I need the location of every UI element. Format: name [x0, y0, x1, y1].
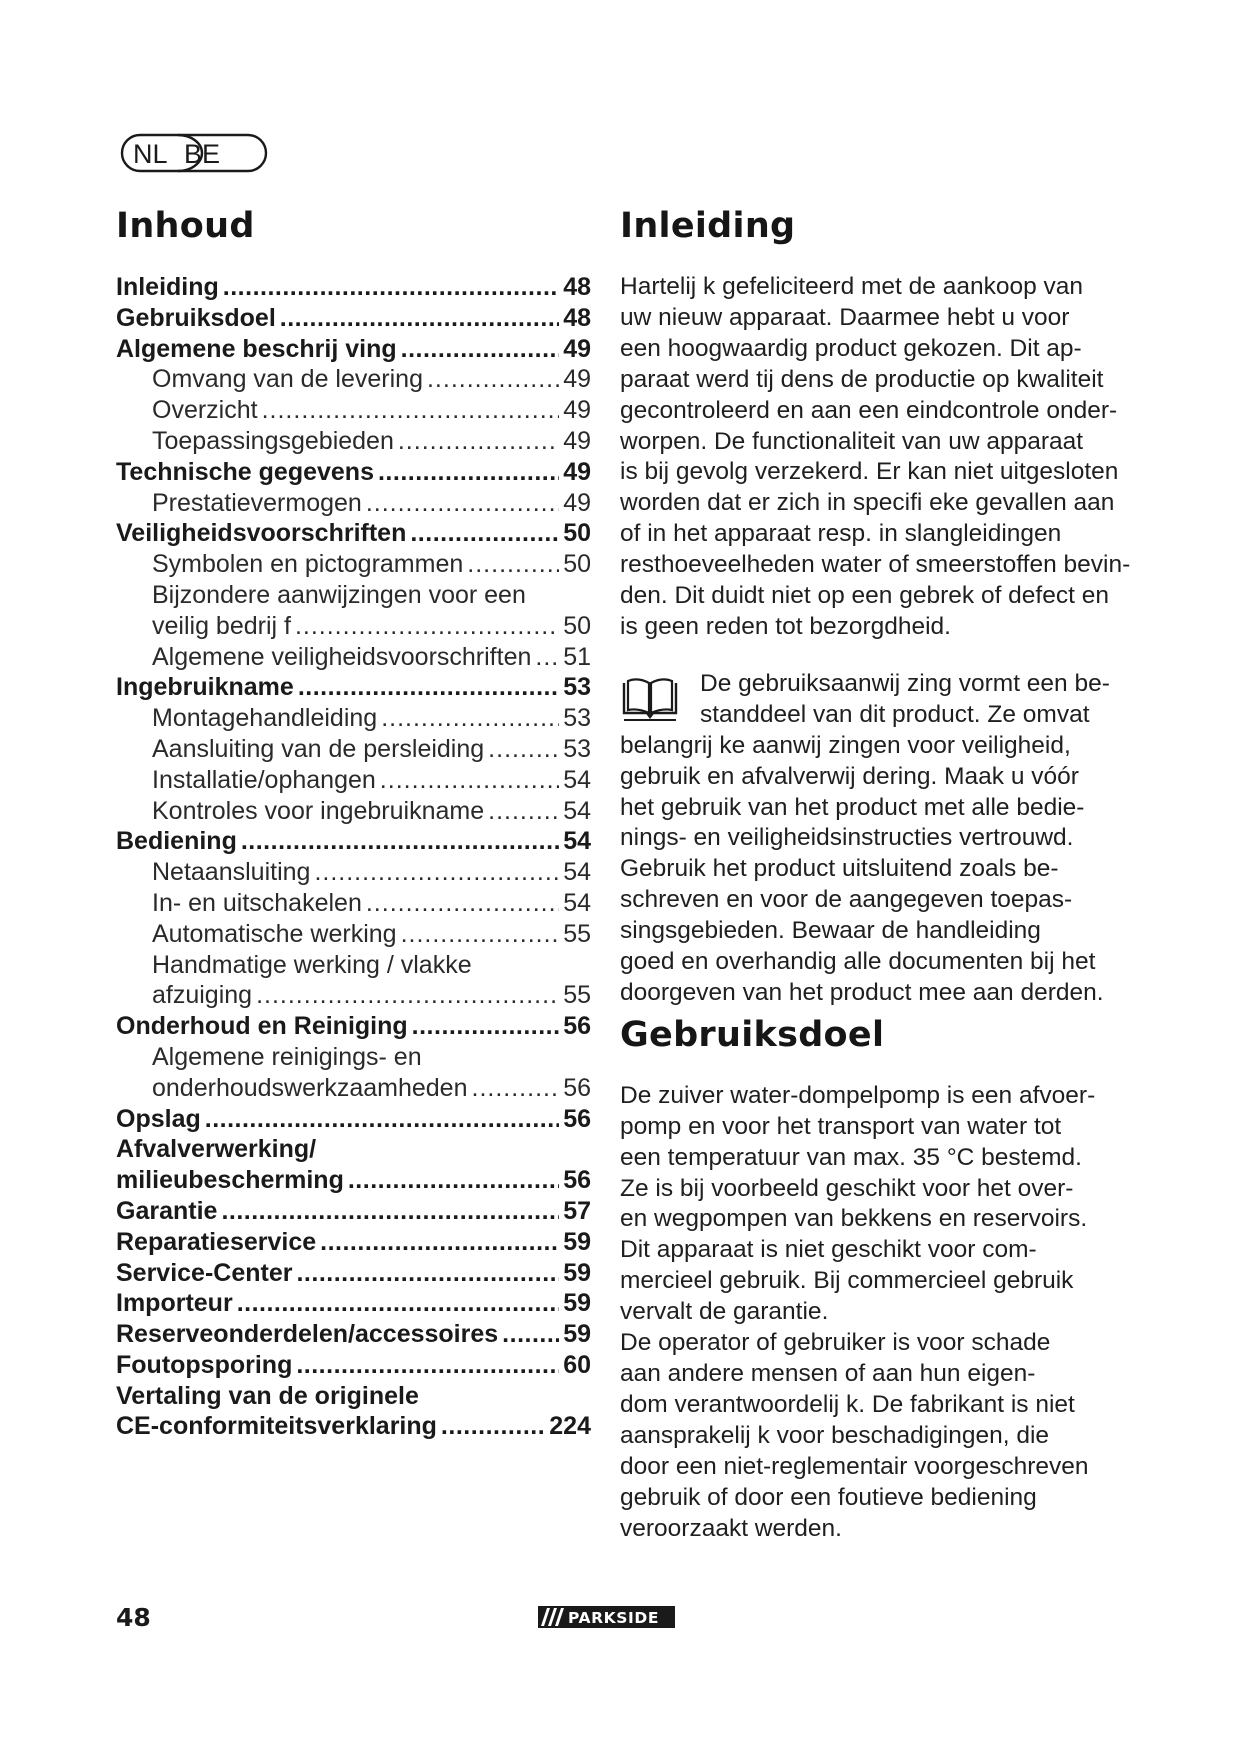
toc-entry-page: 55: [563, 981, 591, 1010]
text-line: is bij gevolg verzekerd. Er kan niet uitgesloten: [620, 458, 1119, 486]
toc-entry-page: 49: [563, 396, 591, 425]
toc-entry-title: Omvang van de levering: [152, 365, 423, 394]
toc-entry-page: 51: [563, 642, 591, 671]
toc-entry-title: Opslag: [116, 1104, 201, 1133]
toc-entry-title: Prestatievermogen: [152, 488, 362, 517]
text-line: De operator of gebruiker is voor schade: [620, 1329, 1051, 1357]
toc-entry-title: Reparatieservice: [116, 1227, 317, 1256]
toc-entry-page: 49: [563, 365, 591, 394]
toc-entry-page: 57: [563, 1196, 591, 1225]
text-line: goed en overhandig alle documenten bij het: [620, 948, 1096, 976]
text-line: worpen. De functionaliteit van uw apparaat: [620, 427, 1084, 455]
toc-entry-page: 54: [563, 796, 591, 825]
toc-entry-title: Algemene veiligheidsvoorschriften: [152, 642, 532, 671]
text-line: een hoogwaardig product gekozen. Dit ap-: [620, 334, 1082, 362]
toc-entry: [116, 364, 591, 395]
manual-note-intro: [620, 669, 1130, 731]
toc-entry: [116, 426, 591, 457]
toc-leader-dots: [488, 796, 559, 827]
text-line: en wegpompen van bekkens en reservoirs.: [620, 1205, 1088, 1233]
text-line: resthoeveelheden water of smeerstoffen bevin-: [620, 551, 1131, 579]
toc-entry: [116, 334, 591, 365]
text-line: Gebruik het product uitsluitend zoals be-: [620, 855, 1059, 883]
text-line: pomp en voor het transport van water tot: [620, 1112, 1062, 1140]
toc-entry-title: Technische gegevens: [116, 457, 374, 486]
text-line: aan andere mensen of aan hun eigen-: [620, 1360, 1036, 1387]
text-line: uw nieuw apparaat. Daarmee hebt u voor: [620, 303, 1070, 331]
toc-entry-title: In- en uitschakelen: [152, 888, 362, 917]
text-line: singsgebieden. Bewaar de handleiding: [620, 917, 1041, 945]
brand-name: PARKSIDE: [568, 1609, 660, 1627]
text-line: vervalt de garantie.: [620, 1298, 829, 1326]
toc-entry: [116, 1411, 591, 1442]
toc-entry: [116, 549, 591, 580]
toc-entry-page: 59: [563, 1320, 591, 1349]
toc-entry: [116, 1196, 591, 1227]
toc-entry-page: 59: [563, 1258, 591, 1287]
toc-entry-title: CE-conformiteitsverklaring: [116, 1412, 437, 1441]
toc-entry-page: 54: [563, 765, 591, 794]
toc-entry-title: Inleiding: [116, 273, 219, 301]
toc-entry: [116, 1011, 591, 1042]
toc-leader-dots: [467, 549, 559, 580]
toc-leader-dots: [472, 1073, 560, 1104]
toc-entry-page: 55: [563, 919, 591, 948]
toc-entry: [116, 272, 591, 303]
toc-leader-dots: [401, 919, 560, 950]
language-code-nl: NL: [133, 139, 168, 169]
toc-entry-title: Ingebruikname: [116, 673, 294, 702]
toc-entry-title: onderhoudswerkzaamheden: [152, 1073, 468, 1102]
parkside-logo: [538, 1606, 675, 1628]
text-line: den. Dit duidt niet op een gebrek of defect en: [620, 582, 1109, 610]
toc-entry-title: Installatie/ophangen: [152, 765, 376, 794]
toc-entry-title-line: Algemene reinigings- en: [152, 1042, 422, 1071]
toc-leader-dots: [221, 1196, 559, 1227]
toc-entry-title: Veiligheidsvoorschriften: [116, 519, 407, 548]
toc-entry: [116, 488, 591, 519]
toc-entry-page: 54: [563, 888, 591, 917]
text-line: Ze is bij voorbeeld geschikt voor het over-: [620, 1174, 1074, 1202]
toc-leader-dots: [295, 611, 559, 642]
toc-entry-page: 56: [563, 1012, 591, 1041]
toc-entry-page: 50: [563, 519, 591, 548]
toc-entry: [116, 1073, 591, 1104]
toc-leader-dots: [237, 1288, 560, 1319]
toc-entry-page: 48: [563, 303, 591, 332]
toc-leader-dots: [296, 1258, 559, 1289]
text-line: standdeel van dit product. Ze omvat: [700, 700, 1090, 728]
toc-entry-page: 56: [563, 1104, 591, 1133]
toc-leader-dots: [441, 1411, 545, 1442]
text-line: Dit apparaat is niet geschikt voor com-: [620, 1236, 1037, 1264]
toc-entry: [116, 919, 591, 950]
text-line: een temperatuur van max. 35 °C bestemd.: [620, 1143, 1082, 1171]
toc-entry-title-line: Handmatige werking / vlakke: [152, 950, 472, 979]
toc-entry-page: 49: [563, 457, 591, 486]
toc-entry-title: Gebruiksdoel: [116, 303, 276, 332]
toc-entry-title: afzuiging: [152, 981, 253, 1010]
open-book-icon: [620, 677, 680, 723]
toc-leader-dots: [348, 1165, 559, 1196]
toc-entry-page: 53: [563, 673, 591, 702]
toc-leader-dots: [401, 334, 560, 365]
text-line: nings- en veiligheidsinstructies vertrouwd.: [620, 824, 1074, 852]
toc-entry-title: veilig bedrij f: [152, 611, 291, 640]
text-line: aansprakelij k voor beschadigingen, die: [620, 1421, 1050, 1449]
toc-entry-title: Algemene beschrij ving: [116, 334, 397, 363]
toc-entry: [116, 1227, 591, 1258]
toc-entry-title-line: Bijzondere aanwijzingen voor een: [152, 580, 526, 609]
toc-heading: Inhoud: [116, 206, 255, 246]
inleiding-paragraph: [620, 272, 1130, 643]
toc-entry: [116, 1258, 591, 1289]
text-line: gebruik en afvalverwij dering. Maak u vóór: [620, 762, 1079, 790]
language-badge-shape: [116, 133, 272, 173]
toc-entry-page: 59: [563, 1227, 591, 1256]
toc-entry-title-line: Vertaling van de originele: [116, 1381, 419, 1410]
toc-leader-dots: [256, 980, 559, 1011]
toc-leader-dots: [488, 734, 559, 765]
text-line: paraat werd tij dens de productie op kwaliteit: [620, 365, 1104, 393]
toc-entry-page: 50: [563, 611, 591, 640]
page-number: 48: [116, 1603, 151, 1632]
manual-note: [620, 669, 1130, 1009]
text-line: doorgeven van het product mee aan derden.: [620, 978, 1104, 1006]
toc-entry: [116, 1319, 591, 1350]
toc-leader-dots: [314, 857, 559, 888]
toc-entry-title: Reserveonderdelen/accessoires: [116, 1320, 499, 1349]
toc-entry-page: 224: [549, 1412, 591, 1441]
toc-entry-title: Bediening: [116, 827, 237, 856]
toc-entry-page: 54: [563, 827, 591, 856]
toc-entry-page: 50: [563, 550, 591, 579]
toc-leader-dots: [502, 1319, 559, 1350]
toc-entry-title: Toepassingsgebieden: [152, 426, 394, 455]
toc-entry-title: Garantie: [116, 1196, 218, 1225]
text-line: gebruik of door een foutieve bediening: [620, 1483, 1037, 1511]
toc-entry: [116, 642, 591, 673]
text-line: is geen reden tot bezorgdheid.: [620, 612, 951, 640]
toc-entry-title: Onderhoud en Reiniging: [116, 1012, 408, 1041]
text-line: De zuiver water-dompelpomp is een afvoer-: [620, 1081, 1096, 1109]
toc-leader-dots: [412, 1011, 560, 1042]
toc-entry-title: milieubescherming: [116, 1166, 344, 1195]
text-line: belangrij ke aanwij zingen voor veiligheid,: [620, 731, 1071, 759]
toc-entry-page: 54: [563, 858, 591, 887]
content-column: [620, 200, 1130, 1544]
toc-entry: [116, 1288, 591, 1319]
toc-leader-dots: [223, 272, 559, 303]
toc-leader-dots: [535, 642, 559, 673]
toc-entry-title: Service-Center: [116, 1258, 293, 1287]
text-line: veroorzaakt werden.: [620, 1514, 842, 1542]
toc-entry-page: 49: [563, 426, 591, 455]
toc-entry: [116, 395, 591, 426]
text-line: dom verantwoordelij k. De fabrikant is niet: [620, 1390, 1075, 1418]
toc-entry-page: 59: [563, 1289, 591, 1318]
toc-entry: [116, 734, 591, 765]
toc-leader-dots: [427, 364, 559, 395]
toc-entry-title: Kontroles voor ingebruikname: [152, 796, 485, 825]
toc-entry-title: Symbolen en pictogrammen: [152, 550, 464, 579]
toc-entry-title: Aansluiting van de persleiding: [152, 734, 485, 763]
text-line: De gebruiksaanwij zing vormt een be-: [700, 669, 1110, 697]
toc-entry: [116, 703, 591, 734]
toc-entry-page: 53: [563, 734, 591, 763]
toc-entry: [116, 826, 591, 857]
toc-entry: [116, 796, 591, 827]
toc-leader-dots: [296, 1350, 559, 1381]
language-code-be: BE: [184, 139, 221, 169]
text-line: schreven en voor de aangegeven toepas-: [620, 886, 1073, 914]
toc-leader-dots: [378, 457, 559, 488]
toc-entry: [116, 1165, 591, 1196]
toc-entry: [116, 980, 591, 1011]
gebruiksdoel-paragraph: [620, 1081, 1130, 1545]
toc-entry-page: 49: [563, 488, 591, 517]
toc-entry-title: Netaansluiting: [152, 858, 311, 887]
toc-leader-dots: [380, 765, 559, 796]
toc-list: [116, 272, 591, 1442]
toc-leader-dots: [298, 672, 559, 703]
toc-entry-title: Automatische werking: [152, 919, 397, 948]
table-of-contents: [116, 200, 591, 1442]
manual-note-body: [620, 731, 1130, 1009]
toc-leader-dots: [320, 1227, 559, 1258]
toc-entry: [116, 303, 591, 334]
toc-entry: [116, 672, 591, 703]
toc-entry-title: Foutopsporing: [116, 1350, 293, 1379]
toc-entry-title: Importeur: [116, 1289, 233, 1318]
toc-entry-page: 56: [563, 1166, 591, 1195]
toc-leader-dots: [205, 1104, 559, 1135]
gebruiksdoel-heading: Gebruiksdoel: [620, 1014, 885, 1055]
toc-entry: [116, 611, 591, 642]
text-line: Hartelij k gefeliciteerd met de aankoop van: [620, 273, 1084, 300]
toc-entry-title-line: Afvalverwerking/: [116, 1135, 317, 1164]
toc-entry-title: Overzicht: [152, 396, 258, 425]
toc-entry: [116, 765, 591, 796]
toc-leader-dots: [262, 395, 560, 426]
text-line: worden dat er zich in specifi eke gevallen aan: [620, 489, 1115, 517]
toc-entry: [116, 518, 591, 549]
toc-entry-page: 48: [563, 273, 591, 301]
toc-leader-dots: [381, 703, 559, 734]
toc-entry-page: 49: [563, 334, 591, 363]
inleiding-heading: Inleiding: [620, 206, 796, 246]
language-badge: [116, 133, 272, 173]
toc-leader-dots: [280, 303, 559, 334]
toc-entry-page: 53: [563, 704, 591, 733]
toc-entry-page: 60: [563, 1350, 591, 1379]
text-line: door een niet-reglementair voorgeschreven: [620, 1452, 1089, 1480]
toc-leader-dots: [398, 426, 559, 457]
toc-entry-page: 56: [563, 1073, 591, 1102]
toc-entry-title: Montagehandleiding: [152, 704, 378, 733]
text-line: of in het apparaat resp. in slangleidingen: [620, 520, 1062, 548]
toc-entry: [116, 888, 591, 919]
toc-entry: [116, 1350, 591, 1381]
text-line: het gebruik van het product met alle bedie-: [620, 793, 1085, 821]
toc-leader-dots: [410, 518, 559, 549]
text-line: mercieel gebruik. Bij commercieel gebruik: [620, 1267, 1074, 1295]
toc-entry: [116, 457, 591, 488]
toc-leader-dots: [241, 826, 559, 857]
toc-entry: [116, 857, 591, 888]
toc-leader-dots: [366, 888, 559, 919]
text-line: gecontroleerd en aan een eindcontrole onder-: [620, 396, 1118, 424]
toc-entry: [116, 1104, 591, 1135]
toc-leader-dots: [366, 488, 559, 519]
